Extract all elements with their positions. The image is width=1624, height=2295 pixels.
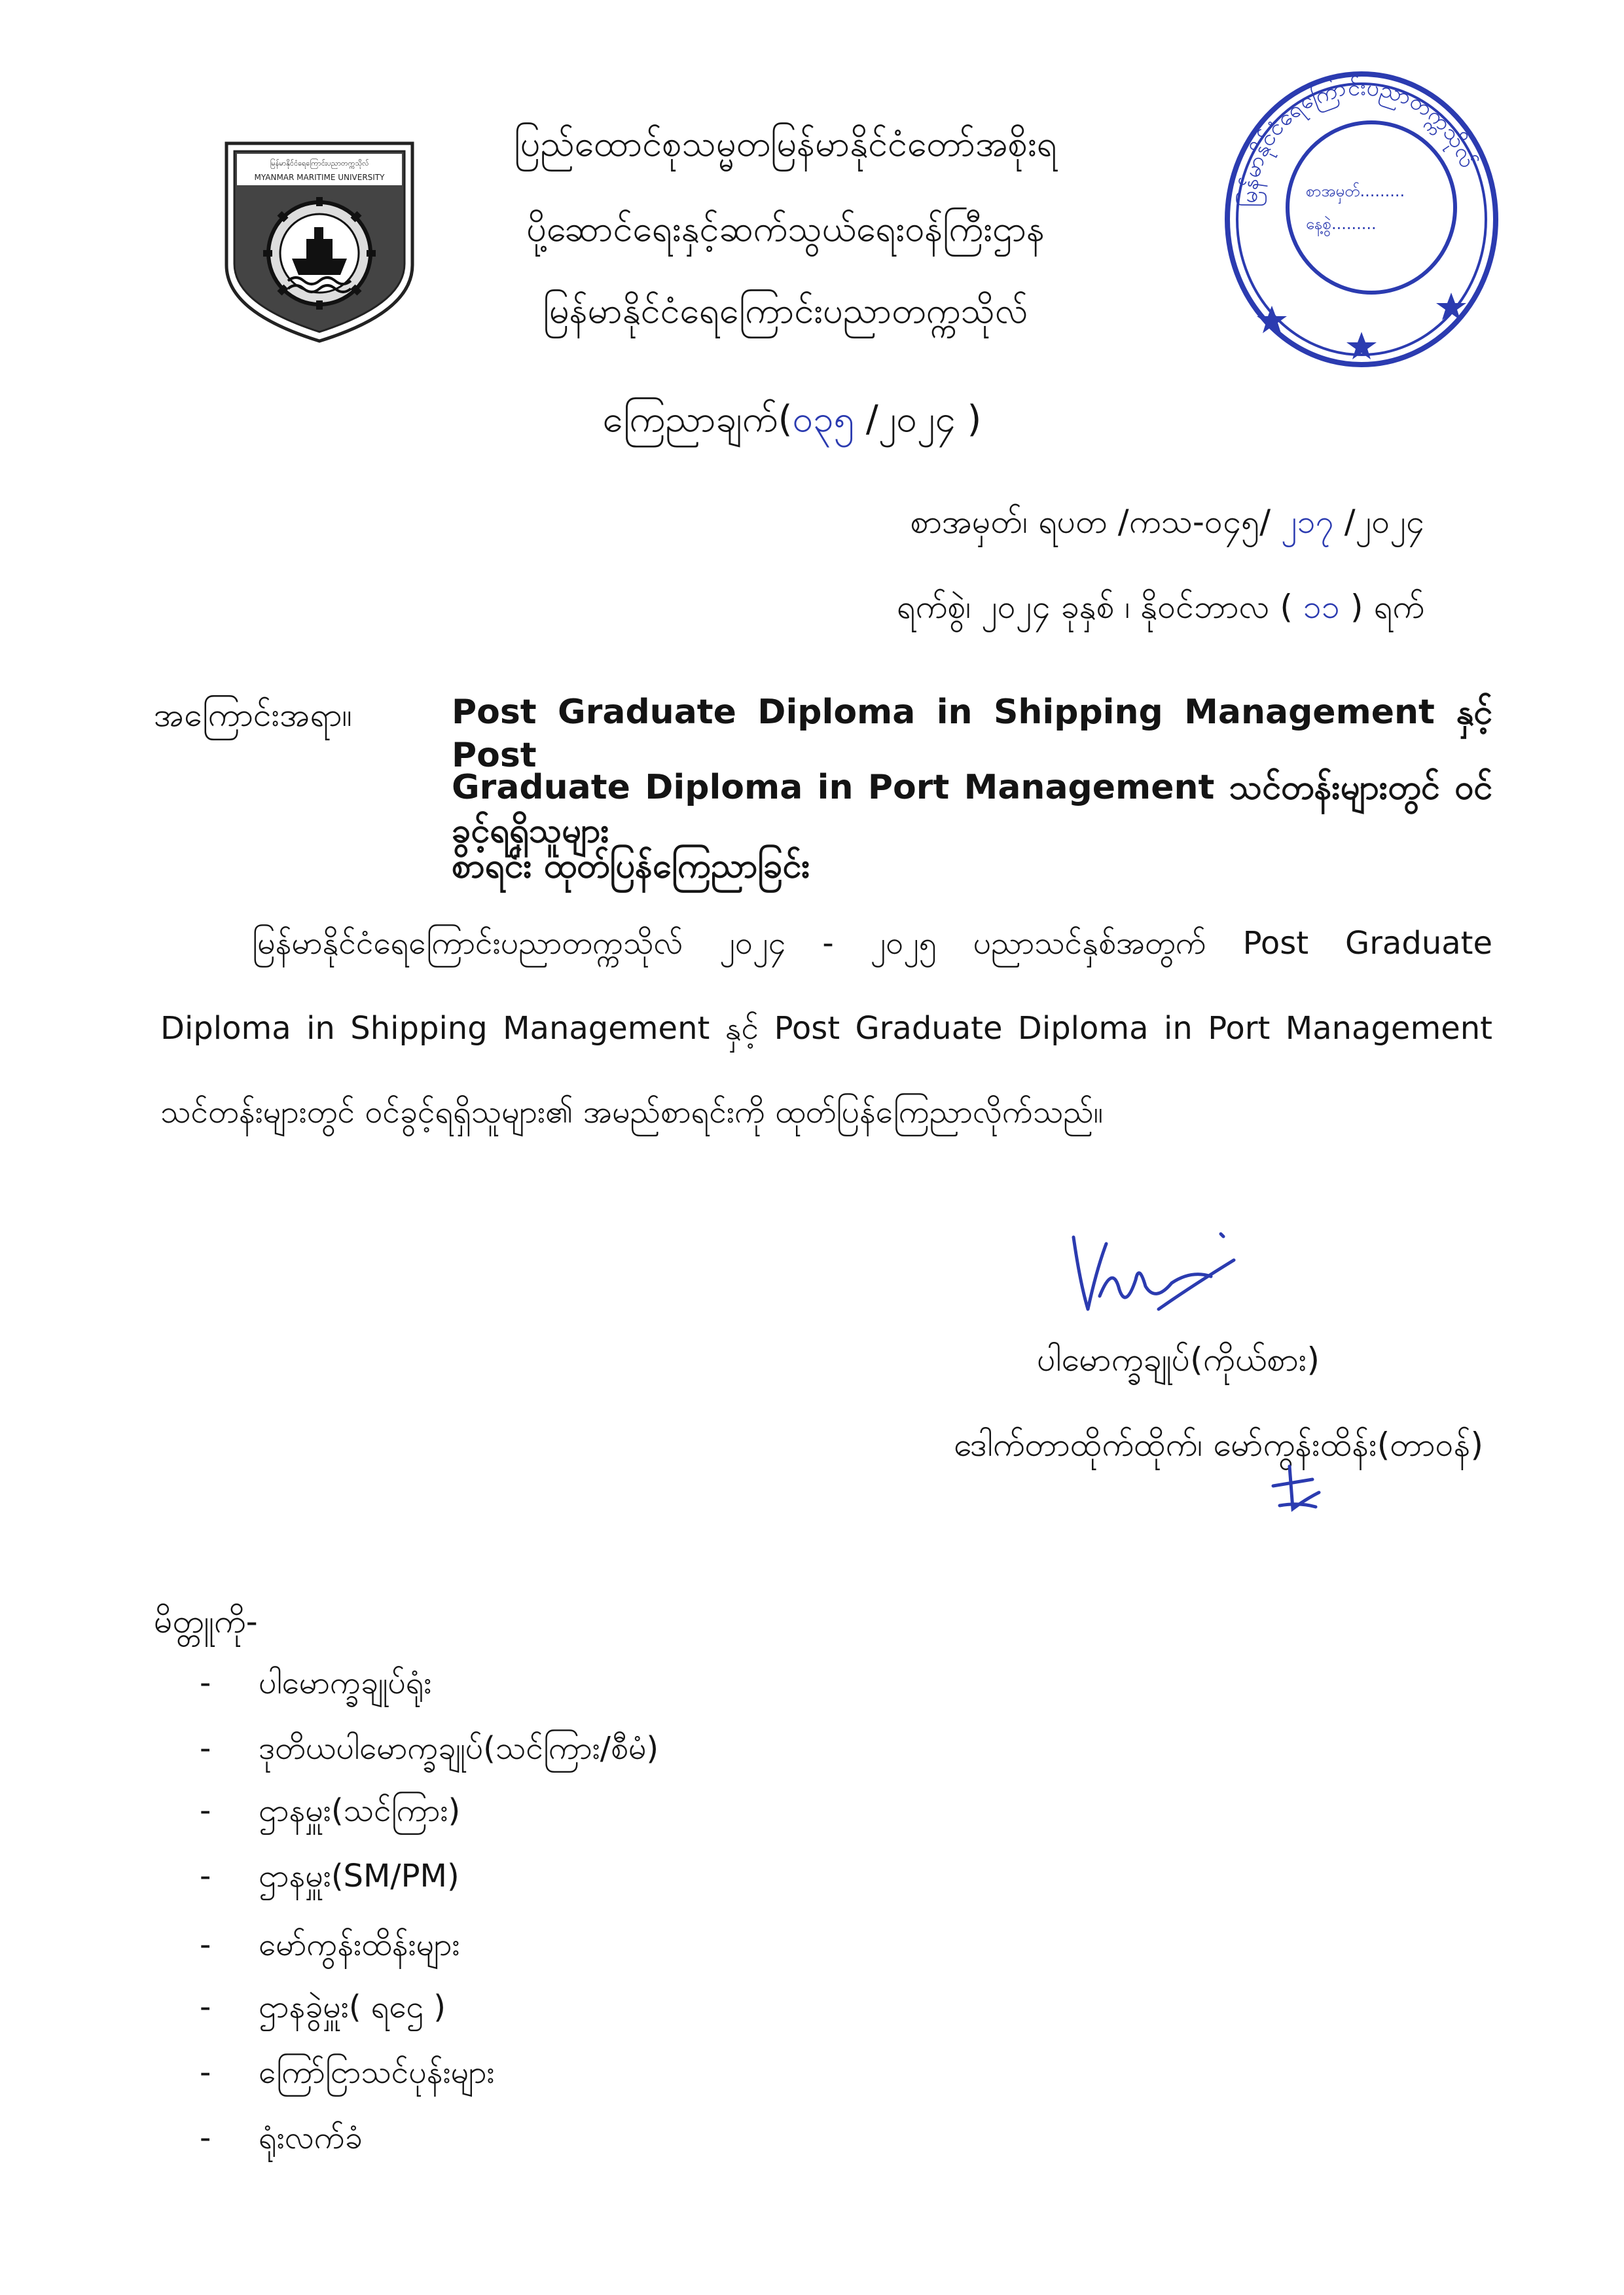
announcement-suffix: /၂၀၂၄ )	[865, 398, 982, 441]
seal-ring-text: မြန်မာနိုင်ငံရေကြောင်းပညာတက္ကသိုလ်	[1236, 74, 1481, 208]
signatory-title: ပါမောက္ခချုပ်(ကိုယ်စား)	[1037, 1341, 1320, 1379]
signatory-name: ဒေါက်တာထိုက်ထိုက်၊ မော်ကွန်းထိန်း(တာဝန်)	[953, 1426, 1483, 1464]
announcement-prefix: ကြေညာချက်(	[602, 398, 793, 441]
header-government: ပြည်ထောင်စုသမ္မတမြန်မာနိုင်ငံတော်အစိုးရ	[514, 123, 1057, 164]
subject-line-1: Post Graduate Diploma in Shipping Management နှင့် Post	[452, 693, 1492, 775]
list-dash: -	[200, 1792, 211, 1829]
university-logo	[223, 141, 416, 344]
copies-item-label: ဒုတိယပါမောက္ခချုပ်(သင်ကြား/စီမံ)	[259, 1730, 659, 1767]
reference-suffix: /၂၀၂၄	[1344, 503, 1424, 541]
handwritten-initial	[1267, 1460, 1326, 1515]
copies-list-item	[200, 2118, 363, 2158]
header-university: မြန်မာနိုင်ငံရေကြောင်းပညာတက္ကသိုလ်	[543, 290, 1028, 331]
subject-line-3: စာရင်း ထုတ်ပြန်ကြေညာခြင်း	[452, 846, 810, 886]
copies-item-label: ရုံးလက်ခံ	[259, 2120, 363, 2156]
copies-item-label: ကြော်ငြာသင်ပုန်းများ	[259, 2054, 495, 2091]
copies-list-item	[200, 1925, 460, 1965]
list-dash: -	[200, 1989, 211, 2025]
copies-label: မိတ္တူကို-	[154, 1602, 258, 1640]
copies-item-label: ဌာနခွဲမှူး( ရဌေ )	[259, 1989, 446, 2025]
seal-inner-line2: နေ့စွဲ.........	[1306, 215, 1377, 233]
date-prefix: ရက်စွဲ၊ ၂၀၂၄ ခုနှစ် ၊ နိုဝင်ဘာလ (	[896, 588, 1293, 626]
seal-inner-line1: စာအမှတ်.........	[1306, 182, 1405, 200]
subject-line-2: Graduate Diploma in Port Management သင်တန်းများတွင် ဝင်ခွင့်ရရှိသူများ	[452, 768, 1492, 850]
body-line-1: မြန်မာနိုင်ငံရေကြောင်းပညာတက္ကသိုလ် ၂၀၂၄ - ၂၀၂၅ ပညာသင်နှစ်အတွက် Post Graduate	[252, 925, 1493, 962]
official-seal-stamp	[1221, 62, 1502, 370]
copies-item-label: မော်ကွန်းထိန်းများ	[259, 1926, 460, 1963]
copies-list-item	[200, 2052, 495, 2093]
copies-item-label: ပါမောက္ခချုပ်ရုံး	[259, 1665, 432, 1701]
document-date	[897, 586, 1424, 628]
reference-number	[910, 501, 1424, 543]
copies-list-item	[200, 1856, 460, 1896]
list-dash: -	[200, 1665, 211, 1701]
copies-item-label: ဌာနမှူး(သင်ကြား)	[259, 1792, 461, 1829]
announcement-handwritten-number: ၀၃၅	[792, 398, 855, 441]
copies-list-item	[200, 1728, 659, 1769]
list-dash: -	[200, 2054, 211, 2091]
list-dash: -	[200, 1926, 211, 1963]
announcement-number	[497, 396, 1087, 443]
logo-subtext: MYANMAR MARITIME UNIVERSITY	[254, 173, 385, 182]
copies-list-item	[200, 1987, 446, 2027]
subject-label: အကြောင်းအရာ။	[154, 696, 352, 734]
list-dash: -	[200, 1730, 211, 1767]
seal-stars	[1257, 293, 1466, 359]
body-line-2: Diploma in Shipping Management နှင့် Post Graduate Diploma in Port Management	[160, 1010, 1492, 1047]
reference-prefix: စာအမှတ်၊ ရပတ /ကသ-၀၄၅/	[910, 503, 1271, 541]
logo-text: မြန်မာနိုင်ငံရေကြောင်းပညာတက္ကသိုလ်	[270, 159, 369, 168]
date-suffix: ) ရက်	[1350, 588, 1424, 626]
copies-list-item	[200, 1663, 432, 1703]
handwritten-signature	[1060, 1224, 1244, 1322]
list-dash: -	[200, 2120, 211, 2156]
list-dash: -	[200, 1858, 211, 1894]
date-handwritten-day: ၁၁	[1303, 588, 1341, 626]
header-ministry: ပို့ဆောင်ရေးနှင့်ဆက်သွယ်ရေးဝန်ကြီးဌာန	[526, 208, 1045, 249]
body-line-3: သင်တန်းများတွင် ဝင်ခွင့်ရရှိသူများ၏ အမည်စာရင်းကို ထုတ်ပြန်ကြေညာလိုက်သည်။	[160, 1094, 1104, 1130]
copies-list-item	[200, 1790, 461, 1831]
copies-item-label: ဌာနမှူး(SM/PM)	[259, 1858, 460, 1894]
reference-handwritten-number: ၂၁၇	[1281, 503, 1334, 541]
